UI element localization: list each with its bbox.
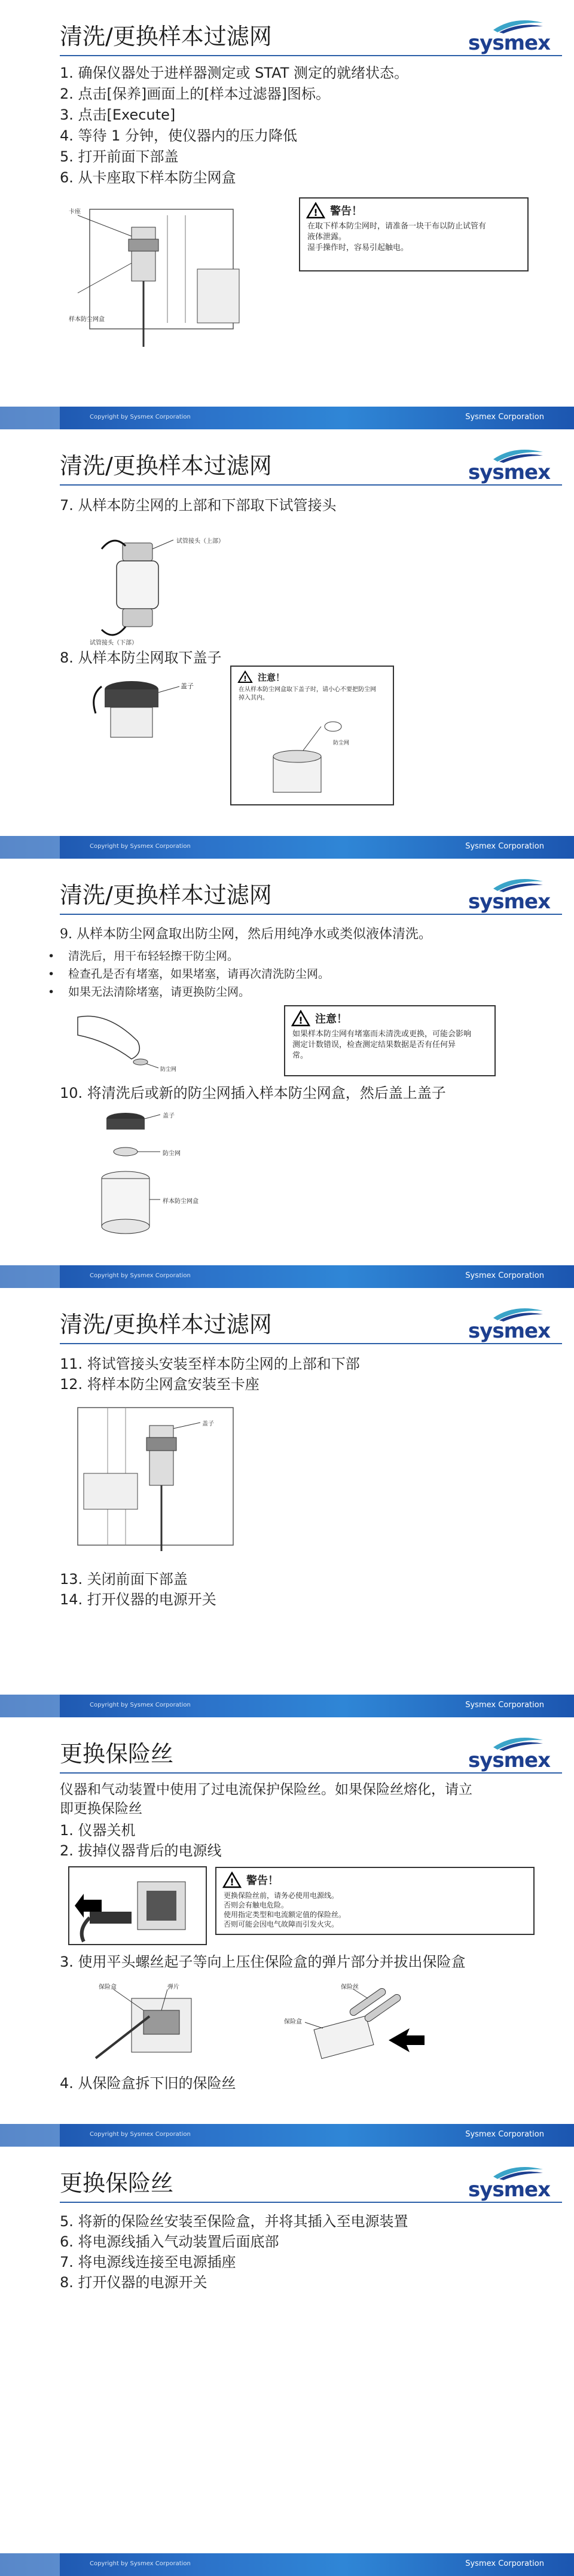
svg-text:!: ! [298,1015,303,1026]
fuse-removal-illustration [281,1980,436,2070]
footer-corp: Sysmex Corporation [465,1271,544,1280]
logo-text: sysmex [468,460,550,484]
slide-title: 清洗/更换样本过滤网 [60,1311,272,1338]
slide-2 [0,429,574,859]
footer [0,1695,574,1717]
note-box [230,666,394,805]
warning-line: 使用指定类型和电流额定值的保险丝。 [224,1910,346,1919]
title-rule [60,1343,562,1344]
warning-line: 液体泄露。 [307,233,347,242]
step-2: 2. 拔掉仪器背后的电源线 [60,1842,222,1859]
step-list [60,63,550,188]
warning-line: 否则会有触电危险。 [224,1901,289,1909]
warning-box [299,197,529,271]
svg-text:!: ! [313,207,318,218]
power-cord-illustration [66,1864,209,1948]
label-fusebox: 保险盒 [284,2019,302,2025]
footer-copyright: Copyright by Sysmex Corporation [90,2131,191,2138]
label-fusebox: 保险盒 [99,1984,117,1991]
svg-text:!: ! [243,674,247,683]
step-3: 3. 使用平头螺丝起子等向上压住保险盒的弹片部分并拔出保险盒 [60,1954,466,1970]
slide-title: 清洗/更换样本过滤网 [60,882,272,908]
slide-title: 清洗/更换样本过滤网 [60,453,272,479]
logo-text: sysmex [468,31,550,55]
instrument-install-drawing [66,1402,257,1557]
step-8: 8. 从样本防尘网取下盖子 [60,649,222,666]
step-4: 4. 从保险盒拆下旧的保险丝 [60,2075,236,2092]
footer-copyright: Copyright by Sysmex Corporation [90,843,191,850]
footer-corp: Sysmex Corporation [465,2559,544,2568]
step-3: 3. 点击[Execute] [60,106,176,123]
exploded-assembly-drawing [90,1104,233,1253]
step-list-bottom [60,1569,550,1610]
sysmex-logo [454,2165,550,2202]
step-8: 8. 打开仪器的电源开关 [60,2274,207,2291]
label-fuse: 保险丝 [341,1984,359,1991]
connector-illustration [90,525,224,646]
title-rule [60,484,562,486]
warning-line: 湿手操作时，容易引起触电。 [307,243,409,252]
slide-3 [0,859,574,1288]
slide-4 [0,1288,574,1717]
step-list [60,1820,550,1861]
step-6: 6. 将电源线插入气动装置后面底部 [60,2233,279,2250]
step-9: 9. 从样本防尘网盒取出防尘网，然后用纯净水或类似液体清洗。 [60,927,432,942]
footer [0,2124,574,2147]
instrument-drawing [66,203,263,353]
logo-text: sysmex [468,2178,550,2202]
footer-corp: Sysmex Corporation [465,413,544,422]
footer-copyright: Copyright by Sysmex Corporation [90,414,191,420]
title-rule [60,1772,562,1774]
step-4: 4. 等待 1 分钟，使仪器内的压力降低 [60,127,298,144]
note-title: 注意！ [258,672,285,683]
footer-corp: Sysmex Corporation [465,1701,544,1710]
warning-triangle-icon [222,1872,242,1888]
slide-title: 清洗/更换样本过滤网 [60,23,272,50]
cleaning-illustration [72,1005,191,1077]
sysmex-logo [454,1306,550,1343]
warning-title: 警告！ [246,1875,279,1887]
assembly-illustration [90,1104,233,1253]
warning-line: 否则可能会因电气故障而引发火灾。 [224,1920,339,1928]
label-cap: 盖子 [202,1421,214,1427]
slide-title: 更换保险丝 [60,1741,174,1767]
step-list-top [60,1354,550,1394]
label-mesh: 防尘网 [160,1067,177,1073]
cap-illustration [90,672,209,743]
step-12: 12. 将样本防尘网盒安装至卡座 [60,1376,259,1393]
mesh-box-drawing [237,715,387,798]
bullet-item: • 清洗后，用干布轻轻擦干防尘网。 [48,947,538,965]
sysmex-logo [454,447,550,484]
step-7: 7. 将电源线连接至电源插座 [60,2254,236,2270]
step-6: 6. 从卡座取下样本防尘网盒 [60,169,236,186]
label-mesh: 防尘网 [163,1150,181,1157]
label-upper-connector: 试管接头（上部） [176,538,224,545]
label-holder: 卡座 [69,209,81,215]
warning-line: 更换保险丝前，请务必使用电源线。 [224,1891,339,1900]
title-rule [60,2202,562,2203]
sysmex-logo [454,18,550,55]
warning-triangle-icon [291,1010,310,1027]
note-line: 测定计数错误，检查测定结果数据是否有任何异 [292,1040,456,1049]
slide-1 [0,0,574,429]
bullet-item: • 如果无法清除堵塞，请更换防尘网。 [48,983,538,1001]
fuse-removal-drawing [281,1980,436,2070]
warning-box [215,1867,535,1935]
bullet-item: • 检查孔是否有堵塞，如果堵塞，请再次清洗防尘网。 [48,965,538,983]
footer-corp: Sysmex Corporation [465,842,544,851]
fusebox-illustration [90,1974,221,2070]
note-box [284,1005,496,1076]
step-11: 11. 将试管接头安装至样本防尘网的上部和下部 [60,1356,360,1372]
filter-removal-illustration [66,203,263,353]
note-line: 常。 [292,1051,309,1060]
label-box: 样本防尘网盒 [69,316,105,323]
label-cap: 盖子 [181,682,194,690]
warning-line: 在取下样本防尘网时，请准备一块干布以防止试管有 [307,222,487,231]
logo-text: sysmex [468,890,550,914]
step-7: 7. 从样本防尘网的上部和下部取下试管接头 [60,497,337,514]
title-rule [60,55,562,56]
logo-text: sysmex [468,1319,550,1343]
note-line: 掉入其内。 [239,695,268,701]
footer [0,836,574,859]
step-14: 14. 打开仪器的电源开关 [60,1591,216,1608]
warning-title: 警告！ [330,205,362,218]
sysmex-logo [454,877,550,914]
step-10: 10. 将清洗后或新的防尘网插入样本防尘网盒，然后盖上盖子 [60,1085,446,1101]
slide-6 [0,2147,574,2576]
title-rule [60,914,562,915]
note-line: 如果样本防尘网有堵塞而未清洗或更换，可能会影响 [292,1030,472,1039]
step-1: 1. 仪器关机 [60,1822,136,1839]
note-line: 在从样本防尘网盒取下盖子时，请小心不要把防尘网 [239,686,376,693]
step-13: 13. 关闭前面下部盖 [60,1571,188,1588]
power-cord-drawing [66,1864,209,1948]
label-lower-connector: 试管接头（下部） [90,640,138,646]
footer-copyright: Copyright by Sysmex Corporation [90,1702,191,1708]
footer-corp: Sysmex Corporation [465,2130,544,2139]
sysmex-logo [454,1735,550,1772]
logo-text: sysmex [468,1748,550,1772]
intro-text: 仪器和气动装置中使用了过电流保护保险丝。如果保险丝熔化，请立 即更换保险丝 [60,1782,472,1817]
svg-text:!: ! [230,1876,234,1888]
bullet-list [48,947,538,1001]
step-2: 2. 点击[保养]画面上的[样本过滤器]图标。 [60,86,330,102]
step-5: 5. 打开前面下部盖 [60,148,179,165]
warning-triangle-icon [237,670,253,683]
label-box: 样本防尘网盒 [163,1198,199,1205]
footer [0,2553,574,2576]
step-1: 1. 确保仪器处于进样器测定或 STAT 测定的就绪状态。 [60,65,409,81]
slide-5 [0,1717,574,2147]
label-tab: 弹片 [167,1984,179,1991]
note-title: 注意！ [315,1013,347,1025]
step-list [60,2211,550,2293]
slide-title: 更换保险丝 [60,2170,174,2196]
label-mesh: 防尘网 [333,740,350,746]
warning-triangle-icon [306,202,325,219]
footer-copyright: Copyright by Sysmex Corporation [90,2560,191,2567]
footer [0,407,574,429]
step-5: 5. 将新的保险丝安装至保险盒，并将其插入至电源装置 [60,2213,408,2230]
install-illustration [66,1402,257,1557]
footer [0,1265,574,1288]
footer-copyright: Copyright by Sysmex Corporation [90,1272,191,1279]
label-cap: 盖子 [163,1113,175,1119]
